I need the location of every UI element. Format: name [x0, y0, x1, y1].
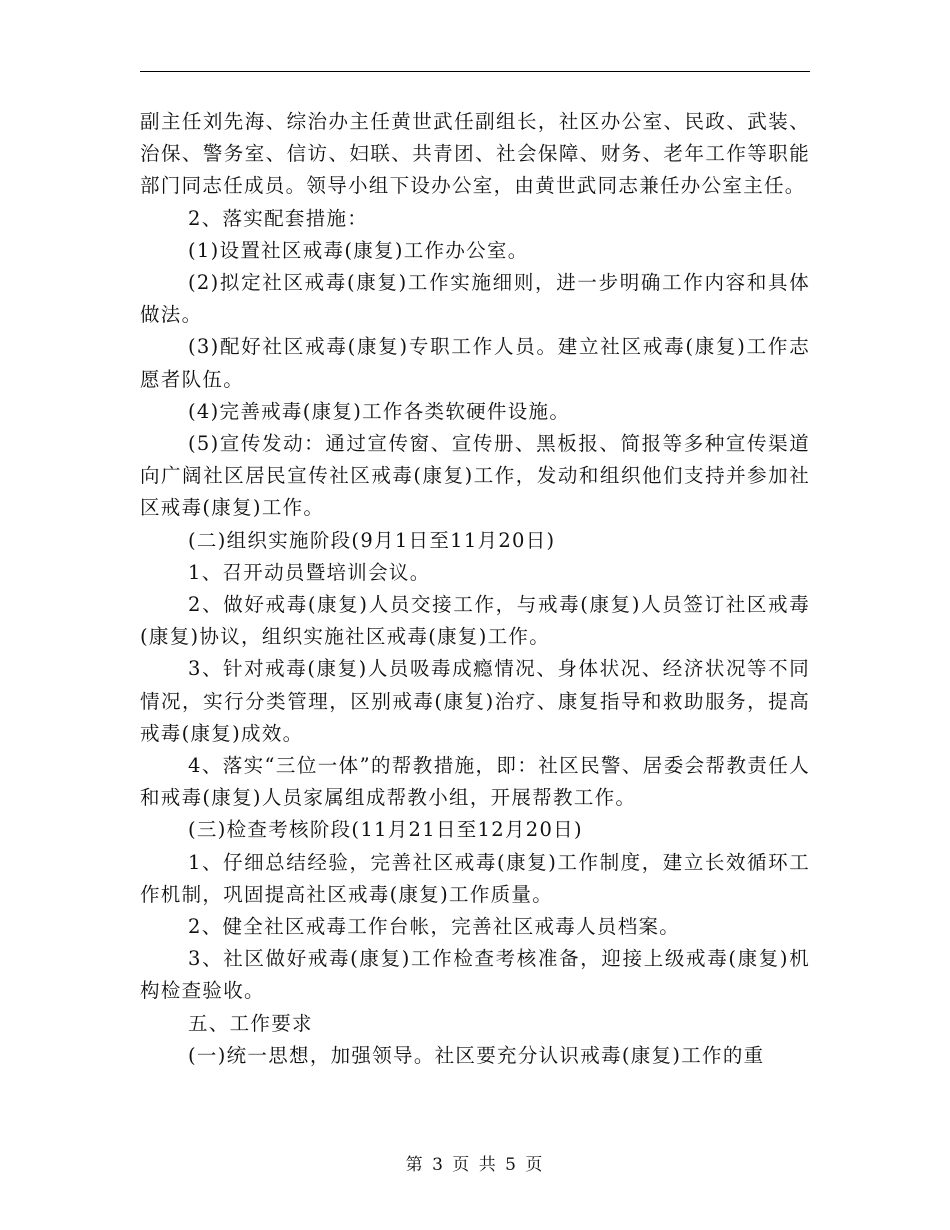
paragraph: (2)拟定社区戒毒(康复)工作实施细则，进一步明确工作内容和具体做法。 — [140, 271, 810, 327]
header-rule — [140, 71, 810, 72]
document-body — [140, 106, 810, 1072]
paragraph: 3、针对戒毒(康复)人员吸毒成瘾情况、身体状况、经济状况等不同情况，实行分类管理，区别戒毒(康复)治疗、康复指导和救助服务，提高戒毒(康复)成效。 — [140, 657, 810, 745]
paragraph: 4、落实“三位一体”的帮教措施，即：社区民警、居委会帮教责任人和戒毒(康复)人员家属组成帮教小组，开展帮教工作。 — [140, 754, 810, 810]
paragraph: 2、落实配套措施： — [188, 206, 369, 230]
paragraph: 1、召开动员暨培训会议。 — [188, 560, 431, 584]
paragraph: 五、工作要求 — [188, 1011, 313, 1035]
paragraph: (二)组织实施阶段(9月1日至11月20日) — [188, 528, 556, 552]
paragraph: (4)完善戒毒(康复)工作各类软硬件设施。 — [188, 399, 571, 423]
paragraph: 副主任刘先海、综治办主任黄世武任副组长，社区办公室、民政、武装、治保、警务室、信访、妇联、共青团、社会保障、财务、老年工作等职能部门同志任成员。领导小组下设办公室，由黄世武同志兼任办公室主任。 — [140, 110, 810, 198]
paragraph: 2、做好戒毒(康复)人员交接工作，与戒毒(康复)人员签订社区戒毒(康复)协议，组织实施社区戒毒(康复)工作。 — [140, 593, 810, 649]
paragraph: (一)统一思想，加强领导。社区要充分认识戒毒(康复)工作的重 — [188, 1043, 765, 1067]
paragraph: 3、社区做好戒毒(康复)工作检查考核准备，迎接上级戒毒(康复)机构检查验收。 — [140, 947, 810, 1003]
paragraph: (3)配好社区戒毒(康复)专职工作人员。建立社区戒毒(康复)工作志愿者队伍。 — [140, 335, 810, 391]
page-footer: 第 3 页 共 5 页 — [405, 1155, 545, 1175]
paragraph: (三)检查考核阶段(11月21日至12月20日) — [188, 818, 583, 842]
paragraph: 1、仔细总结经验，完善社区戒毒(康复)工作制度，建立长效循环工作机制，巩固提高社区戒毒(康复)工作质量。 — [140, 850, 810, 906]
paragraph: (1)设置社区戒毒(康复)工作办公室。 — [188, 238, 529, 262]
paragraph: 2、健全社区戒毒工作台帐，完善社区戒毒人员档案。 — [188, 915, 681, 939]
paragraph: (5)宣传发动：通过宣传窗、宣传册、黑板报、简报等多种宣传渠道向广阔社区居民宣传社区戒毒(康复)工作，发动和组织他们支持并参加社区戒毒(康复)工作。 — [140, 432, 810, 520]
